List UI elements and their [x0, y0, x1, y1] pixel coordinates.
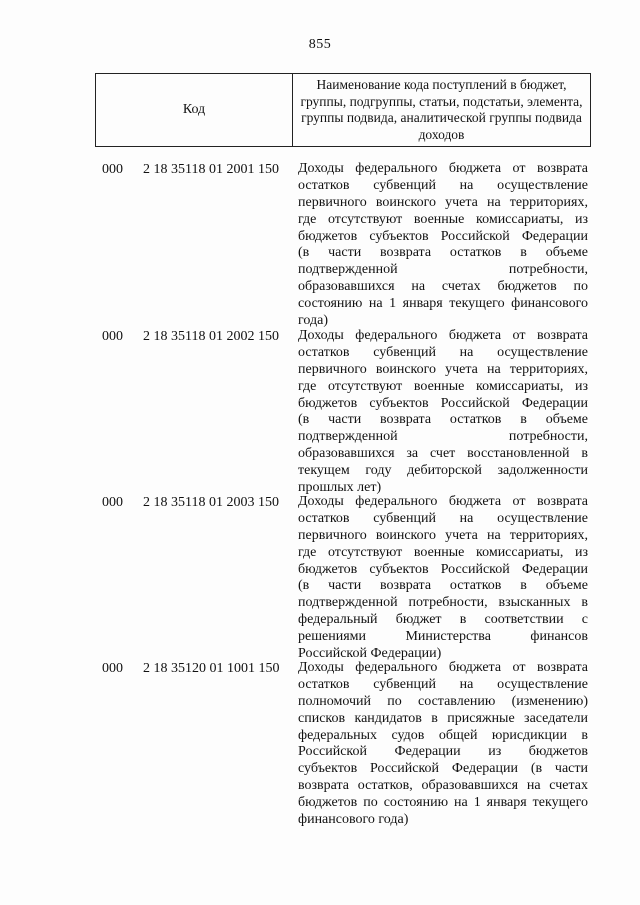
income-code: 2 18 35118 01 2001 150: [143, 162, 279, 177]
description-line: подтвержденной потребности,: [298, 429, 588, 445]
description-line: федеральный бюджет в соответствии с: [298, 612, 588, 628]
description-line: бюджетов субъектов Российской Федерации: [298, 395, 588, 411]
description-line: (в части возврата остатков в объеме: [298, 578, 588, 594]
description-line: федеральных судов общей юрисдикции в: [298, 727, 588, 743]
income-code: 2 18 35118 01 2003 150: [143, 495, 279, 510]
description-line: списков кандидатов в присяжные заседатели: [298, 710, 588, 726]
code-prefix: 000: [102, 162, 123, 177]
description-line: текущем году дебиторской задолженности: [298, 463, 588, 479]
header-code-label: Код: [96, 74, 293, 146]
description-line: полномочий по составлению (изменению): [298, 693, 588, 709]
description-line: подтвержденной потребности,: [298, 262, 588, 278]
code-prefix: 000: [102, 661, 123, 676]
code-prefix: 000: [102, 329, 123, 344]
header-name-label: Наименование кода поступлений в бюджет, группы, подгруппы, статьи, подстатьи, элемента, группы подвида, аналитической группы подвида доходов: [300, 77, 583, 142]
description-line: первичного воинского учета на территориях,: [298, 527, 588, 543]
description-line: состоянию на 1 января текущего финансового: [298, 296, 588, 312]
description-line: (в части возврата остатков в объеме: [298, 245, 588, 261]
income-code: 2 18 35118 01 2002 150: [143, 329, 279, 344]
code-description: [298, 494, 588, 663]
code-description: [298, 660, 588, 829]
description-line: прошлых лет): [298, 480, 382, 496]
code-description: [298, 328, 588, 497]
income-code: 2 18 35120 01 1001 150: [143, 661, 280, 676]
table-header: [95, 73, 591, 147]
description-line: где отсутствуют военные комиссариаты, из: [298, 544, 588, 560]
description-line: Российской Федерации из бюджетов: [298, 744, 588, 760]
description-line: где отсутствуют военные комиссариаты, из: [298, 378, 588, 394]
description-line: Доходы федерального бюджета от возврата: [298, 660, 588, 675]
description-line: Доходы федерального бюджета от возврата: [298, 161, 588, 176]
description-line: финансового года): [298, 812, 409, 828]
description-line: первичного воинского учета на территориях,: [298, 361, 588, 377]
page-number: 855: [308, 37, 332, 52]
description-line: года): [298, 313, 328, 329]
description-line: остатков субвенций на осуществление: [298, 344, 588, 360]
description-line: где отсутствуют военные комиссариаты, из: [298, 211, 588, 227]
code-description: [298, 161, 588, 330]
description-line: бюджетов субъектов Российской Федерации: [298, 561, 588, 577]
description-line: бюджетов по состоянию на 1 января текущего: [298, 795, 588, 811]
description-line: субъектов Российской Федерации (в части: [298, 761, 588, 777]
description-line: остатков субвенций на осуществление: [298, 676, 588, 692]
description-line: подтвержденной потребности, взысканных в: [298, 595, 588, 611]
description-line: Доходы федерального бюджета от возврата: [298, 494, 588, 509]
code-prefix: 000: [102, 495, 123, 510]
description-line: первичного воинского учета на территориях,: [298, 194, 588, 210]
description-line: остатков субвенций на осуществление: [298, 177, 588, 193]
description-line: бюджетов субъектов Российской Федерации: [298, 228, 588, 244]
description-line: образовавшихся за счет восстановленной в: [298, 446, 588, 462]
description-line: (в части возврата остатков в объеме: [298, 412, 588, 428]
description-line: образовавшихся на счетах бюджетов по: [298, 279, 588, 295]
description-line: Российской Федерации): [298, 646, 442, 662]
description-line: возврата остатков, образовавшихся на счетах: [298, 778, 588, 794]
description-line: остатков субвенций на осуществление: [298, 510, 588, 526]
description-line: решениями Министерства финансов: [298, 629, 588, 645]
description-line: Доходы федерального бюджета от возврата: [298, 328, 588, 343]
